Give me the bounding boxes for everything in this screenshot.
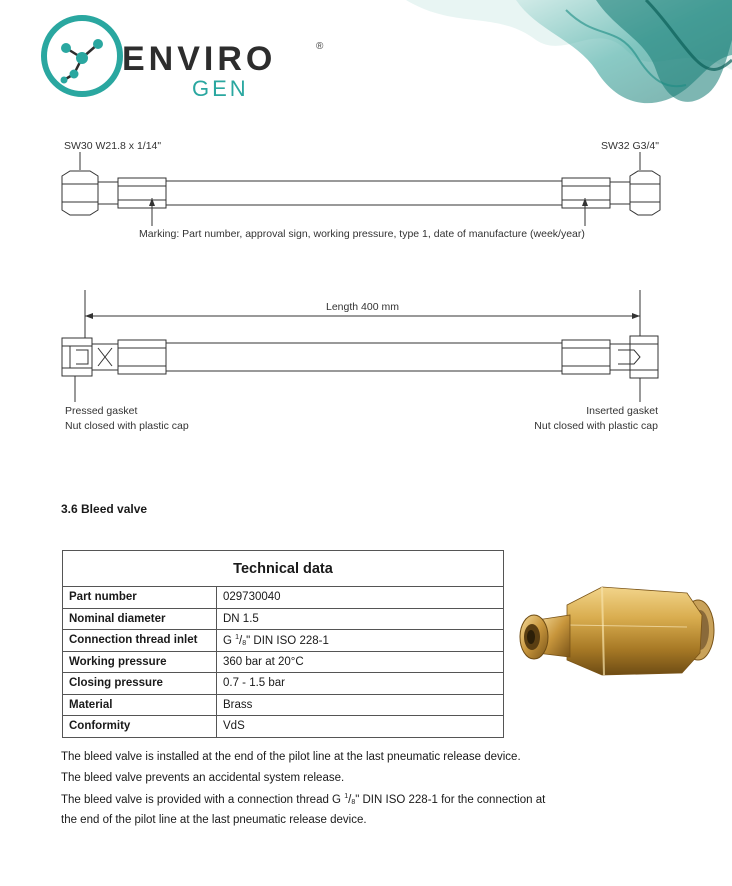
table-row xyxy=(63,673,504,695)
row-value: 029730040 xyxy=(217,587,504,609)
thread-frac-den: 8 xyxy=(242,639,247,647)
brand-subname: GEN xyxy=(192,76,249,101)
right-cap-note: Nut closed with plastic cap xyxy=(534,420,658,432)
description-line-2: The bleed valve prevents an accidental system release. xyxy=(61,772,345,784)
row-key: Nominal diameter xyxy=(63,608,217,630)
thread-frac-num: 1 xyxy=(235,633,240,641)
row-value: Brass xyxy=(217,694,504,716)
description-line-4: the end of the pilot line at the last pneumatic release device. xyxy=(61,814,367,826)
row-value: 360 bar at 20°C xyxy=(217,651,504,673)
left-fitting-size-label: SW30 W21.8 x 1/14" xyxy=(64,140,162,152)
left-gasket-note: Pressed gasket xyxy=(65,405,138,417)
marking-note: Marking: Part number, approval sign, working pressure, type 1, date of manufacture (week/year) xyxy=(139,228,585,240)
top-left-fitting xyxy=(62,171,166,215)
bottom-right-fitting xyxy=(562,336,658,378)
row-key: Part number xyxy=(63,587,217,609)
right-fitting-size-label: SW32 G3/4" xyxy=(601,140,660,152)
line3-frac-num: 1 xyxy=(344,793,349,800)
thread-prefix: G xyxy=(223,634,236,647)
table-row xyxy=(63,694,504,716)
row-value xyxy=(217,630,504,652)
table-row xyxy=(63,651,504,673)
table-row xyxy=(63,587,504,609)
length-label: Length 400 mm xyxy=(326,301,399,313)
technical-data-table xyxy=(62,550,504,738)
brand-name: ENVIRO xyxy=(122,40,277,78)
bleed-valve-photo xyxy=(512,575,727,700)
row-value: DN 1.5 xyxy=(217,608,504,630)
thread-frac-sep: / xyxy=(239,634,243,647)
row-key: Material xyxy=(63,694,217,716)
line3-frac-den: 8 xyxy=(351,799,356,806)
table-row xyxy=(63,630,504,652)
left-cap-note: Nut closed with plastic cap xyxy=(65,420,189,432)
thread-suffix: " DIN ISO 228-1 xyxy=(246,634,329,647)
description-line-1: The bleed valve is installed at the end of the pilot line at the last pneumatic release device. xyxy=(61,751,521,763)
row-value: 0.7 - 1.5 bar xyxy=(217,673,504,695)
right-gasket-note: Inserted gasket xyxy=(586,405,658,417)
line3-suffix: " DIN ISO 228-1 for the connection at xyxy=(355,794,546,806)
row-key: Conformity xyxy=(63,716,217,738)
section-heading: 3.6 Bleed valve xyxy=(61,502,148,516)
row-value: VdS xyxy=(217,716,504,738)
table-row xyxy=(63,716,504,738)
top-right-fitting xyxy=(562,171,660,215)
row-key: Closing pressure xyxy=(63,673,217,695)
row-key: Working pressure xyxy=(63,651,217,673)
registered-mark: ® xyxy=(316,41,324,52)
row-key: Connection thread inlet xyxy=(63,630,217,652)
line3-frac-sep: / xyxy=(348,794,352,806)
table-title: Technical data xyxy=(63,551,504,587)
line3-prefix: The bleed valve is provided with a connection thread G xyxy=(61,794,345,806)
table-row xyxy=(63,608,504,630)
bottom-left-fitting xyxy=(62,338,166,376)
description-line-3 xyxy=(61,793,545,806)
